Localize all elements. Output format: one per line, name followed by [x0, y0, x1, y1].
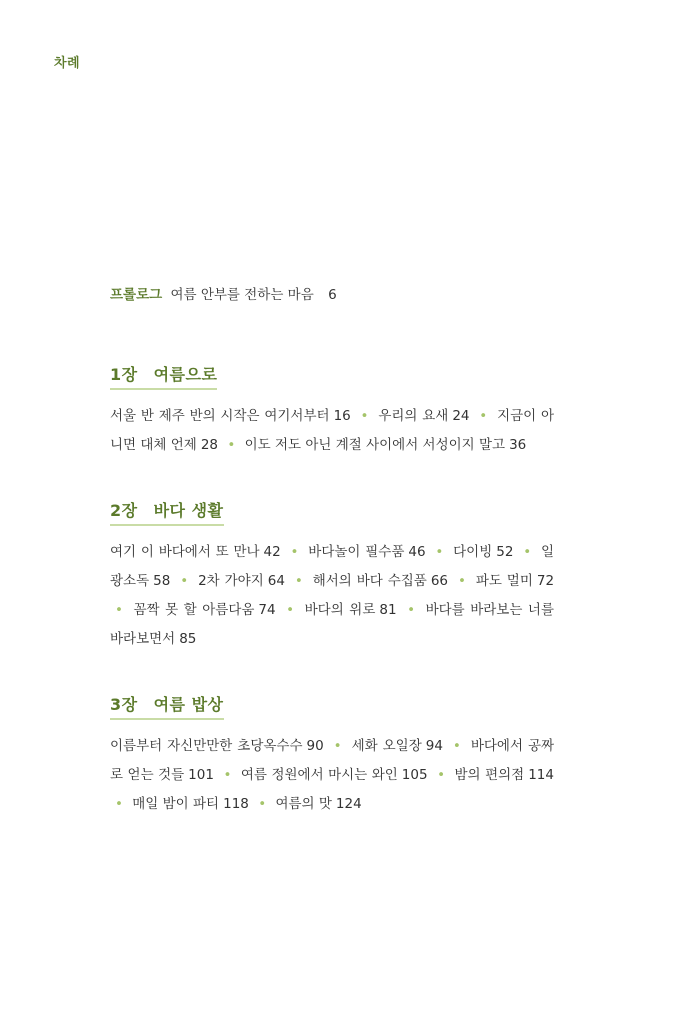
chapter-3: [110, 692, 554, 819]
entry-page-number: 94: [425, 738, 443, 754]
entry-page-number: 81: [379, 602, 397, 618]
entry-title: 파도 멀미: [475, 573, 533, 589]
toc-entry[interactable]: [132, 796, 249, 812]
separator-dot: •: [258, 796, 267, 812]
separator-dot: •: [115, 602, 123, 618]
entry-page-number: 46: [408, 544, 426, 560]
entry-title: 바다놀이 필수품: [308, 544, 405, 560]
chapter-entries: [110, 732, 554, 819]
toc-entry[interactable]: [110, 738, 324, 754]
separator-dot: •: [180, 573, 189, 589]
entry-title: 매일 밤이 파티: [132, 796, 220, 812]
separator-dot: •: [479, 408, 488, 424]
chapter-title: 여름으로: [153, 365, 218, 384]
chapter-number: 3장: [110, 695, 138, 714]
chapter-entries: [110, 402, 554, 460]
toc-entry[interactable]: [198, 573, 285, 589]
chapter-title: 바다 생활: [153, 501, 224, 520]
toc-entry[interactable]: [352, 738, 443, 754]
prologue-label: 프롤로그: [110, 287, 163, 303]
prologue-line[interactable]: [110, 284, 554, 306]
entry-page-number: 24: [452, 408, 470, 424]
toc-entry[interactable]: [110, 408, 351, 424]
entry-title: 지금이 아니면 대체 언제: [110, 408, 555, 453]
toc-entry[interactable]: [241, 767, 428, 783]
chapter-entries: [110, 538, 554, 654]
separator-dot: •: [294, 573, 303, 589]
separator-dot: •: [360, 408, 369, 424]
entry-title: 2차 가야지: [198, 573, 264, 589]
entry-page-number: 101: [188, 767, 214, 783]
entry-page-number: 118: [223, 796, 249, 812]
separator-dot: •: [523, 544, 532, 560]
entry-page-number: 66: [430, 573, 449, 589]
toc-entry[interactable]: [308, 544, 425, 560]
entry-page-number: 85: [179, 631, 197, 647]
chapter-number: 1장: [110, 365, 138, 384]
toc-entry[interactable]: [305, 602, 397, 618]
separator-dot: •: [290, 544, 299, 560]
page-header-title: 차례: [54, 56, 81, 71]
chapter-heading[interactable]: [110, 498, 224, 526]
entry-title: 여름의 맛: [275, 796, 332, 812]
entry-title: 여름 정원에서 마시는 와인: [240, 767, 398, 783]
separator-dot: •: [452, 738, 461, 754]
entry-page-number: 58: [153, 573, 171, 589]
toc-entry[interactable]: [275, 796, 361, 812]
entry-page-number: 114: [528, 767, 554, 783]
entry-page-number: 72: [536, 573, 555, 589]
entry-title: 우리의 요새: [378, 408, 449, 424]
prologue-page-number: 6: [328, 287, 337, 303]
entry-page-number: 124: [335, 796, 362, 812]
toc-entry[interactable]: [313, 573, 448, 589]
toc-entry[interactable]: [453, 544, 513, 560]
entry-page-number: 64: [267, 573, 285, 589]
entry-title: 여기 이 바다에서 또 만나: [110, 544, 260, 560]
entry-page-number: 105: [401, 767, 428, 783]
entry-title: 일광소독: [110, 544, 555, 589]
entry-title: 밤의 편의점: [454, 767, 525, 783]
toc-entry[interactable]: [455, 767, 554, 783]
separator-dot: •: [115, 796, 123, 812]
toc-entry[interactable]: [134, 602, 276, 618]
separator-dot: •: [457, 573, 466, 589]
separator-dot: •: [286, 602, 295, 618]
table-of-contents: [110, 284, 554, 819]
chapter-heading[interactable]: [110, 692, 224, 720]
prologue-title: 여름 안부를 전하는 마음: [170, 287, 314, 303]
entry-page-number: 16: [333, 408, 351, 424]
toc-entry[interactable]: [110, 544, 281, 560]
separator-dot: •: [437, 767, 446, 783]
entry-title: 꼼짝 못 할 아름다움: [133, 602, 255, 618]
entry-title: 바다에서 공짜로 얻는 것들: [110, 738, 555, 783]
entry-page-number: 52: [496, 544, 514, 560]
entry-title: 해서의 바다 수집품: [312, 573, 427, 589]
separator-dot: •: [227, 437, 236, 453]
separator-dot: •: [435, 544, 444, 560]
chapter-2: [110, 498, 554, 654]
entry-page-number: 90: [306, 738, 324, 754]
entry-title: 이름부터 자신만만한 초당옥수수: [110, 738, 303, 754]
entry-page-number: 28: [200, 437, 219, 453]
toc-entry[interactable]: [476, 573, 554, 589]
entry-page-number: 74: [258, 602, 276, 618]
separator-dot: •: [407, 602, 416, 618]
separator-dot: •: [333, 738, 342, 754]
entry-title: 이도 저도 아닌 계절 사이에서 서성이지 말고: [244, 437, 506, 453]
chapter-title: 여름 밥상: [153, 695, 224, 714]
chapter-heading[interactable]: [110, 362, 217, 390]
entry-title: 다이빙: [453, 544, 493, 560]
chapter-1: [110, 362, 554, 460]
entry-title: 바다를 바라보는 너를 바라보면서: [110, 602, 554, 647]
entry-title: 서울 반 제주 반의 시작은 여기서부터: [110, 408, 330, 424]
toc-entry[interactable]: [245, 437, 527, 453]
separator-dot: •: [223, 767, 232, 783]
entry-page-number: 42: [263, 544, 281, 560]
entry-page-number: 36: [509, 437, 527, 453]
toc-entry[interactable]: [378, 408, 469, 424]
entry-title: 세화 오일장: [351, 738, 422, 754]
entry-title: 바다의 위로: [304, 602, 376, 618]
chapter-number: 2장: [110, 501, 138, 520]
